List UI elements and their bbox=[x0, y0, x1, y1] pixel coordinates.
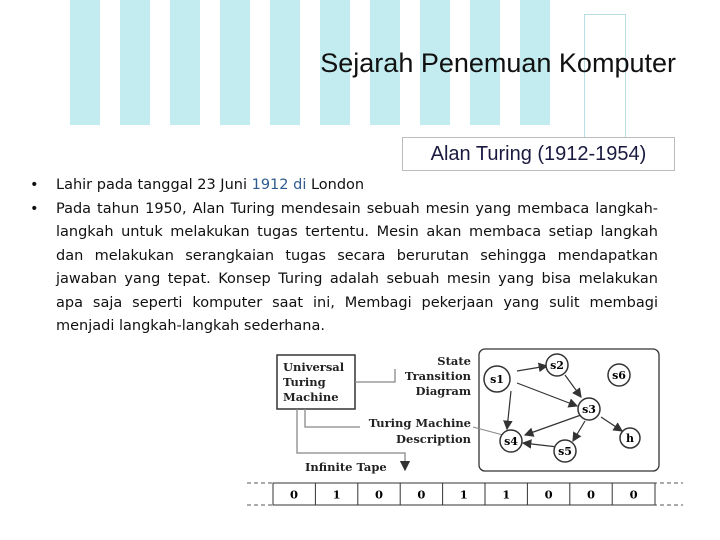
bullet-dot: • bbox=[30, 177, 39, 193]
state-node-s1 bbox=[484, 366, 510, 392]
bullet-list bbox=[30, 174, 658, 339]
bullet-item bbox=[30, 198, 658, 339]
state-label-s1: s1 bbox=[490, 373, 504, 386]
state-node-s2 bbox=[546, 354, 568, 376]
subtitle-label: Alan Turing (1912-1954) bbox=[402, 137, 675, 171]
turing-machine-diagram bbox=[245, 345, 685, 515]
state-node-s6 bbox=[608, 364, 630, 386]
tape-cell: 1 bbox=[502, 487, 511, 502]
utm-label-line1: Universal bbox=[283, 360, 345, 374]
tape-label: Infinite Tape bbox=[305, 460, 387, 474]
tmd-label-line2: Description bbox=[396, 432, 471, 446]
slide-title: Sejarah Penemuan Komputer bbox=[320, 48, 676, 78]
bullet-item bbox=[30, 174, 658, 198]
state-node-s4 bbox=[500, 430, 522, 452]
bullet-text: Lahir pada tanggal 23 Juni bbox=[56, 177, 252, 193]
tape-cell: 0 bbox=[374, 487, 384, 502]
decor-frame bbox=[584, 14, 626, 149]
state-label-s3: s3 bbox=[582, 403, 596, 416]
tape-cell: 0 bbox=[629, 487, 638, 502]
std-label-line1: State bbox=[437, 354, 471, 368]
state-node-s5 bbox=[554, 440, 576, 462]
bullet-place: London bbox=[306, 177, 365, 193]
infinite-tape bbox=[247, 483, 683, 505]
tape-cell: 1 bbox=[332, 487, 341, 502]
bullet-year: 1912 bbox=[251, 177, 289, 193]
tmd-label-line1: Turing Machine bbox=[368, 416, 471, 430]
state-node-s3 bbox=[578, 398, 600, 420]
tape-cell: 0 bbox=[289, 487, 299, 502]
tape-cell: 0 bbox=[417, 487, 426, 502]
utm-label-line3: Machine bbox=[283, 390, 339, 404]
bullet-di: di bbox=[293, 177, 307, 193]
utm-to-std-line bbox=[355, 369, 395, 382]
tape-cell: 0 bbox=[544, 487, 553, 502]
state-node-h bbox=[620, 428, 640, 448]
state-label-s5: s5 bbox=[558, 445, 572, 458]
state-label-h: h bbox=[626, 432, 634, 445]
utm-label-line2: Turing bbox=[283, 375, 326, 389]
state-label-s4: s4 bbox=[504, 435, 518, 448]
state-label-s2: s2 bbox=[550, 359, 564, 372]
std-label-line2: Transition bbox=[404, 369, 471, 383]
state-label-s6: s6 bbox=[612, 369, 626, 382]
utm-to-tmd-line bbox=[305, 409, 360, 427]
std-label-line3: Diagram bbox=[415, 384, 471, 398]
bullet-text: Pada tahun 1950, Alan Turing mendesain sebuah mesin yang membaca langkah-langkah untuk melakukan tugas tertentu. Mesin akan membaca setiap langkah dan melakukan serangkaian tugas secara berurutan sehingga mendapatkan jawaban yang tepat. Konsep Turing adalah sebuah mesin yang bisa melakukan apa saja seperti komputer saat ini, Membagi pekerjaan yang sulit membagi menjadi langkah-langkah sederhana. bbox=[56, 200, 658, 334]
tape-cell: 0 bbox=[586, 487, 596, 502]
tape-cell: 1 bbox=[459, 487, 468, 502]
bullet-dot: • bbox=[30, 200, 39, 217]
